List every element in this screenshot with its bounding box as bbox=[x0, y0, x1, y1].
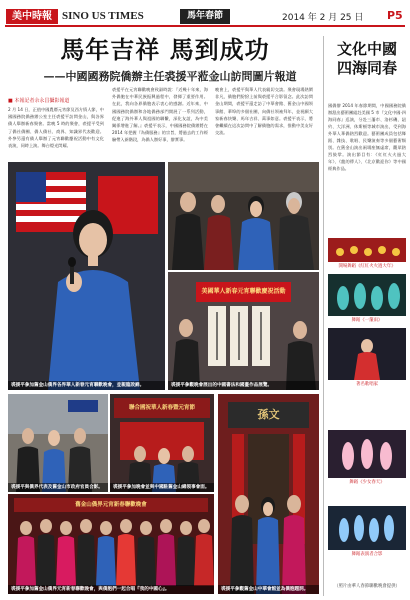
photo-caption: 裘援平與僑界代表及舊金山市政府官員合影。 bbox=[8, 483, 108, 492]
gate-sign: 孫文 bbox=[257, 408, 280, 421]
page-number: P5 bbox=[387, 9, 403, 22]
sidebar-caption-1: 開場舞蹈《紅紅火火過大年》 bbox=[338, 264, 396, 269]
sidebar-credit: （照片由華人春節聯歡晚會提供） bbox=[334, 584, 400, 589]
photo-caption: 裘援平參加舊金山僑界元宵新春聯歡晚會，與僑胞們一起合唱『我的中國心』。 bbox=[8, 585, 214, 594]
photo-caption: 裘援平參加晚會並與中國駐舊金山總領事會面。 bbox=[110, 483, 214, 492]
photo-association-gate bbox=[218, 394, 319, 594]
exhibit-banner: 美國華人新春元宵聯歡慶祝活動 bbox=[201, 288, 286, 295]
officials-illustration bbox=[8, 394, 108, 492]
newspaper-logo: 美中時報 bbox=[6, 9, 58, 24]
photo-caption: 裘援平參觀晚會展出的中國書法和國畫作品展覽。 bbox=[168, 381, 319, 390]
article-byline: ■ 本報記者余永昌攝影報道 bbox=[8, 98, 70, 104]
issue-date: 2014 年 2 月 25 日 bbox=[282, 13, 364, 23]
photo-consulate-meeting bbox=[110, 394, 214, 492]
sidebar-caption-3: 著名歌唱家 bbox=[356, 382, 378, 387]
article-column-1: 2 月 14 日，正值中國農曆元宵節及西方情人節，中國國務院僑務辦公室主任裘援平訪問金山，與各界僑人舉辦新春聚會。當晚 5 時的聚會，裘援平受到了僑社僑團、僑人僑社、商界、知識界代表歡迎。外參另還有僑人舉辦了元宵聯歡慶祝活動中有文化表演，同時上演。舞台燈光閃耀。 bbox=[8, 107, 104, 149]
photo-group-singing bbox=[8, 494, 214, 594]
photo-calligraphy-exhibit bbox=[168, 272, 319, 390]
sidebar-photo-5 bbox=[328, 506, 406, 550]
group-banner: 舊金山僑界元宵新春聯歡晚會 bbox=[75, 502, 147, 508]
photo-caption: 裘援平參觀舊金山中華會館並為僑胞題詞。 bbox=[218, 585, 319, 594]
photo-caption: 裘援平參加舊金山僑界各界華人新春元宵聯歡晚會，並親臨致辭。 bbox=[8, 381, 165, 390]
sidebar-title: 文化中國 四海同春 bbox=[336, 40, 397, 77]
stage-banner: 聯合國祝華人新春暨元宵節 bbox=[128, 405, 195, 411]
header-divider bbox=[5, 25, 405, 27]
sidebar-caption-5: 舞蹈表演者合影 bbox=[351, 552, 383, 557]
newspaper-name: SINO US TIMES bbox=[62, 10, 144, 22]
article-headline: 馬年吉祥 馬到成功 bbox=[60, 35, 270, 64]
article-column-2: 裘援平在元宵聯歡晚會致辭時說：『近幾十年來，海外僑胞在中華民族振興過程中，發揮了重要作用。在此，我向各界僑胞表示衷心的感謝。近年來，中國國務院僑辦和各地僑務部門開展了一系列活動，促進了海外華人與祖國的聯繫，深化友誼，為中美關係增進了解。』裘援平表示，中國國務院僑辦將在 2014 年把握『為僑服務』的宗旨，將過去的工作經驗帶入新階段，為僑人辦好事，辦實事。 bbox=[112, 87, 208, 143]
article-subhead: ——中國國務院僑辦主任裘援平蒞金山訪問圖片報道 bbox=[43, 70, 297, 83]
sidebar-photo-4 bbox=[328, 430, 406, 478]
photo-officials-group bbox=[8, 394, 108, 492]
speaker-illustration bbox=[8, 162, 165, 390]
greeting-illustration bbox=[168, 162, 319, 270]
sidebar-photo-3 bbox=[328, 328, 406, 380]
sidebar-photo-1 bbox=[328, 238, 406, 262]
sidebar-caption-2: 舞蹈《一簾雨》 bbox=[351, 318, 383, 323]
sidebar-article: 國僑辦 2014 年春節期間，中國國務院僑辦派出藝術團組赴美國 5 市『文化中國·四海同春』巡演，分赴三藩市、洛杉磯、紐約、大洋洲、休斯頓等城市演出，受到海外華人華僑熱烈歡迎。藝術團成員包括舞蹈、雜技、歌唱、民樂演奏等多個藝術類別。在舊金山演出兩場座無虛席，觀眾熱烈鼓掌。演出節目有：《紅紅火火過大年》、《龍的傳人》、《北京歡迎你》等中國經典作品。 bbox=[328, 103, 406, 171]
photo-greeting-guests bbox=[168, 162, 319, 270]
sidebar-photo-2 bbox=[328, 274, 406, 316]
sidebar-divider bbox=[323, 36, 324, 596]
photo-speaker-at-podium bbox=[8, 162, 165, 390]
sidebar-caption-4: 舞蹈《少女春天》 bbox=[349, 480, 385, 485]
article-column-3: 晚會上，裘援平與華人代表親切交談。聚會現場熱鬧非凡，僑胞們紛紛上前與裘援平合影留念。此次訪問金山期間，裘援平還走訪了中華會館、舊金山中國領事館、華埠的多個社團，向僑社領袖拜年，並祝願大家新春快樂、馬年吉祥、萬事如意。裘援平表示，將會繼續在這次訪問中了解僑胞的需求，推動中美友好交流。 bbox=[215, 87, 313, 136]
section-label: 馬年春節 bbox=[180, 9, 230, 24]
